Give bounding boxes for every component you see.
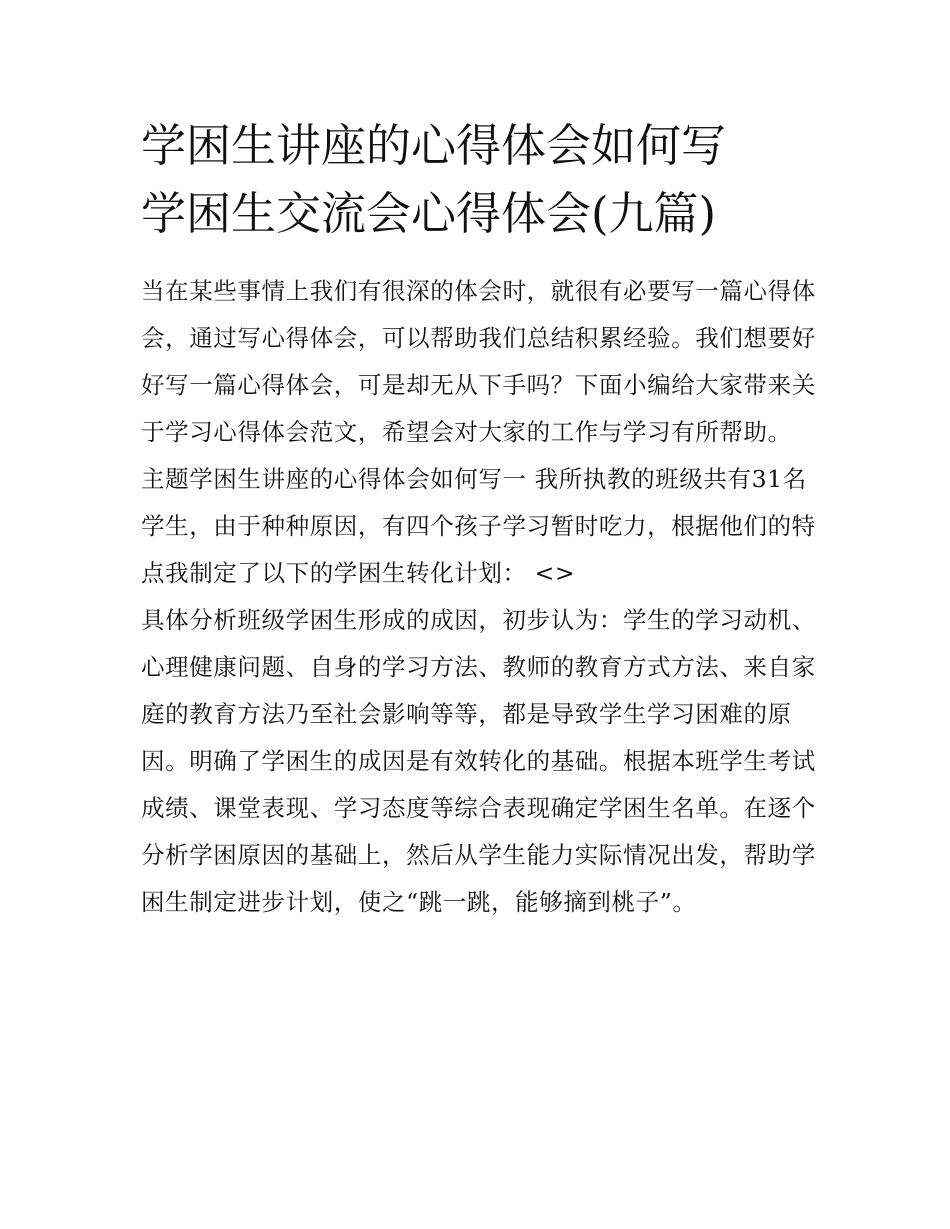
paragraph-analysis: 具体分析班级学困生形成的成因，初步认为：学生的学习动机、心理健康问题、自身的学习方法、教师的教育方式方法、来自家庭的教育方法乃至社会影响等等，都是导致学生学习困难的原因。明确了学困生的成因是有效转化的基础。根据本班学生考试成绩、课堂表现、学习态度等综合表现确定学困生名单。在逐个分析学困原因的基础上，然后从学生能力实际情况出发，帮助学困生制定进步计划，使之“跳一跳，能够摘到桃子”。 [141,606,816,916]
document-page [141,112,821,926]
document-body [141,268,821,926]
paragraph-intro: 当在某些事情上我们有很深的体会时，就很有必要写一篇心得体会，通过写心得体会，可以帮助我们总结积累经验。我们想要好好写一篇心得体会，可是却无从下手吗？下面小编给大家带来关于学习心得体会范文，希望会对大家的工作与学习有所帮助。 [141,277,816,446]
document-title [141,112,821,248]
title-line-1: 学困生讲座的心得体会如何写 [141,119,727,172]
title-line-2: 学困生交流会心得体会(九篇) [141,187,717,240]
paragraph-topic: 主题学困生讲座的心得体会如何写一 我所执教的班级共有31名学生，由于种种原因，有四个孩子学习暂时吃力，根据他们的特点我制定了以下的学困生转化计划： <> [141,465,816,587]
